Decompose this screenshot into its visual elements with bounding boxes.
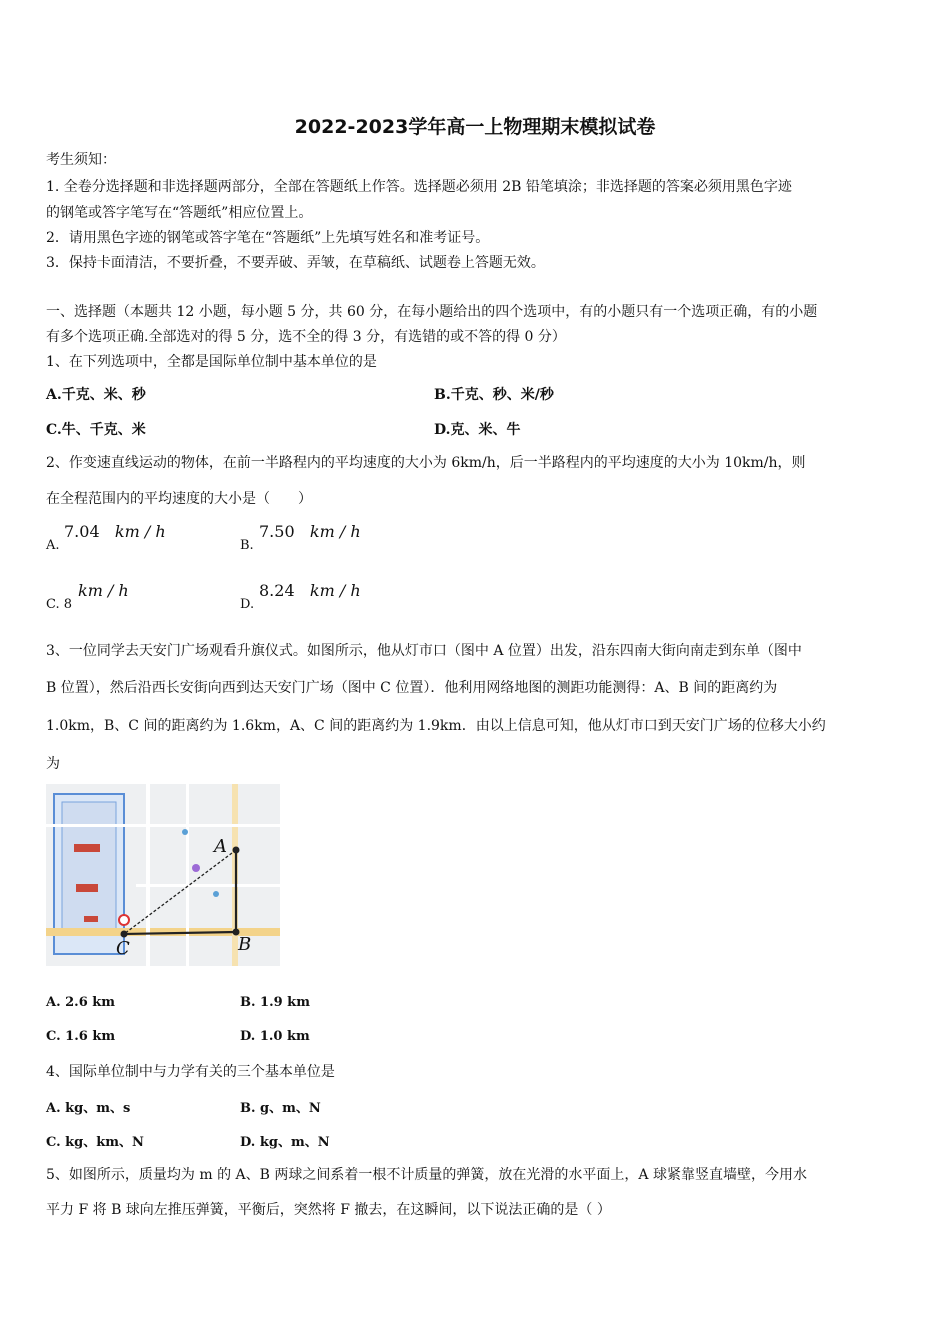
q2-option-c-unit: km / h	[78, 581, 129, 600]
q5-stem-a: 5、如图所示，质量均为 m 的 A、B 两球之间系着一根不计质量的弹簧，放在光滑的水平面上，A 球紧靠竖直墙壁，今用水	[46, 1167, 807, 1183]
map-palace-building	[74, 844, 100, 852]
map-label-c: C	[116, 938, 130, 959]
q2-option-a-expr	[64, 522, 166, 541]
map-palace-building	[76, 884, 98, 892]
map-poi	[192, 864, 200, 872]
map-road	[186, 784, 189, 966]
map-marker	[119, 915, 129, 925]
q5-stem-b: 平力 F 将 B 球向左推压弹簧，平衡后，突然将 F 撤去，在这瞬间，以下说法正确的是（ ）	[46, 1202, 611, 1218]
q2-option-b-label: B.	[240, 538, 254, 553]
q1-stem: 1、在下列选项中，全都是国际单位制中基本单位的是	[46, 354, 377, 370]
q2-option-a-value: 7.04	[64, 522, 100, 541]
q2-option-d-label: D.	[240, 597, 255, 612]
q2-option-b-value: 7.50	[259, 522, 295, 541]
q4-option-c: C. kg、km、N	[46, 1135, 144, 1150]
q2-option-c-expr	[78, 581, 129, 600]
notice-item-1a: 1. 全卷分选择题和非选择题两部分，全部在答题纸上作答。选择题必须用 2B 铅笔填涂；非选择题的答案必须用黑色字迹	[46, 179, 792, 195]
q4-stem: 4、国际单位制中与力学有关的三个基本单位是	[46, 1064, 335, 1080]
map-poi	[182, 829, 188, 835]
point-a	[233, 847, 240, 854]
notice-item-1b: 的钢笔或答字笔写在“答题纸”相应位置上。	[46, 205, 313, 221]
q2-option-a-label: A.	[46, 538, 60, 553]
q4-option-b: B. g、m、N	[240, 1101, 321, 1116]
q2-option-b-expr	[259, 522, 361, 541]
point-c	[121, 931, 128, 938]
q4-option-d: D. kg、m、N	[240, 1135, 330, 1150]
map-road	[136, 884, 280, 887]
q3-stem-c: 1.0km，B、C 间的距离约为 1.6km，A、C 间的距离约为 1.9km．由以上信息可知，他从灯市口到天安门广场的位移大小约	[46, 718, 826, 734]
page-title: 2022-2023学年高一上物理期末模拟试卷	[294, 116, 656, 138]
q3-stem-d: 为	[46, 756, 60, 772]
q2-option-d-unit: km / h	[309, 581, 361, 600]
map-road	[146, 784, 150, 966]
map-poi	[213, 891, 219, 897]
map-label-a: A	[214, 836, 227, 857]
section-1-intro-b: 有多个选项正确.全部选对的得 5 分，选不全的得 3 分，有选错的或不答的得 0 分）	[46, 329, 566, 345]
q1-option-d: D.克、米、牛	[434, 422, 521, 438]
q3-option-d: D. 1.0 km	[240, 1029, 310, 1044]
q2-option-d-expr	[259, 581, 361, 600]
q2-option-a-unit: km / h	[114, 522, 166, 541]
q2-option-b-unit: km / h	[309, 522, 361, 541]
q4-option-a: A. kg、m、s	[46, 1101, 131, 1116]
section-1-intro-a: 一、选择题（本题共 12 小题，每小题 5 分，共 60 分，在每小题给出的四个选项中，有的小题只有一个选项正确，有的小题	[46, 304, 818, 320]
q2-option-d-value: 8.24	[259, 581, 295, 600]
q2-option-c-label: C. 8	[46, 597, 73, 612]
q3-route-map	[46, 784, 280, 966]
q2-stem-a: 2、作变速直线运动的物体，在前一半路程内的平均速度的大小为 6km/h，后一半路程内的平均速度的大小为 10km/h，则	[46, 455, 806, 471]
map-palace-inner	[62, 802, 116, 932]
q3-stem-b: B 位置），然后沿西长安街向西到达天安门广场（图中 C 位置）．他利用网络地图的测距功能测得：A、B 间的距离约为	[46, 680, 778, 696]
q1-option-a: A.千克、米、秒	[46, 387, 146, 403]
notice-item-3: 3．保持卡面清洁，不要折叠，不要弄破、弄皱，在草稿纸、试题卷上答题无效。	[46, 255, 545, 271]
map-label-b: B	[238, 934, 252, 955]
q3-option-b: B. 1.9 km	[240, 995, 310, 1010]
map-palace-building	[84, 916, 98, 922]
q3-option-c: C. 1.6 km	[46, 1029, 116, 1044]
q1-option-b: B.千克、秒、米/秒	[434, 387, 554, 403]
q3-stem-a: 3、一位同学去天安门广场观看升旗仪式。如图所示，他从灯市口（图中 A 位置）出发，沿东四南大街向南走到东单（图中	[46, 643, 802, 659]
q2-stem-b: 在全程范围内的平均速度的大小是（ ）	[46, 491, 312, 507]
q1-option-c: C.牛、千克、米	[46, 422, 146, 438]
notice-item-2: 2．请用黑色字迹的钢笔或答字笔在“答题纸”上先填写姓名和准考证号。	[46, 230, 490, 246]
q3-option-a: A. 2.6 km	[46, 995, 116, 1010]
map-road	[46, 824, 280, 827]
notice-heading: 考生须知：	[46, 152, 116, 168]
